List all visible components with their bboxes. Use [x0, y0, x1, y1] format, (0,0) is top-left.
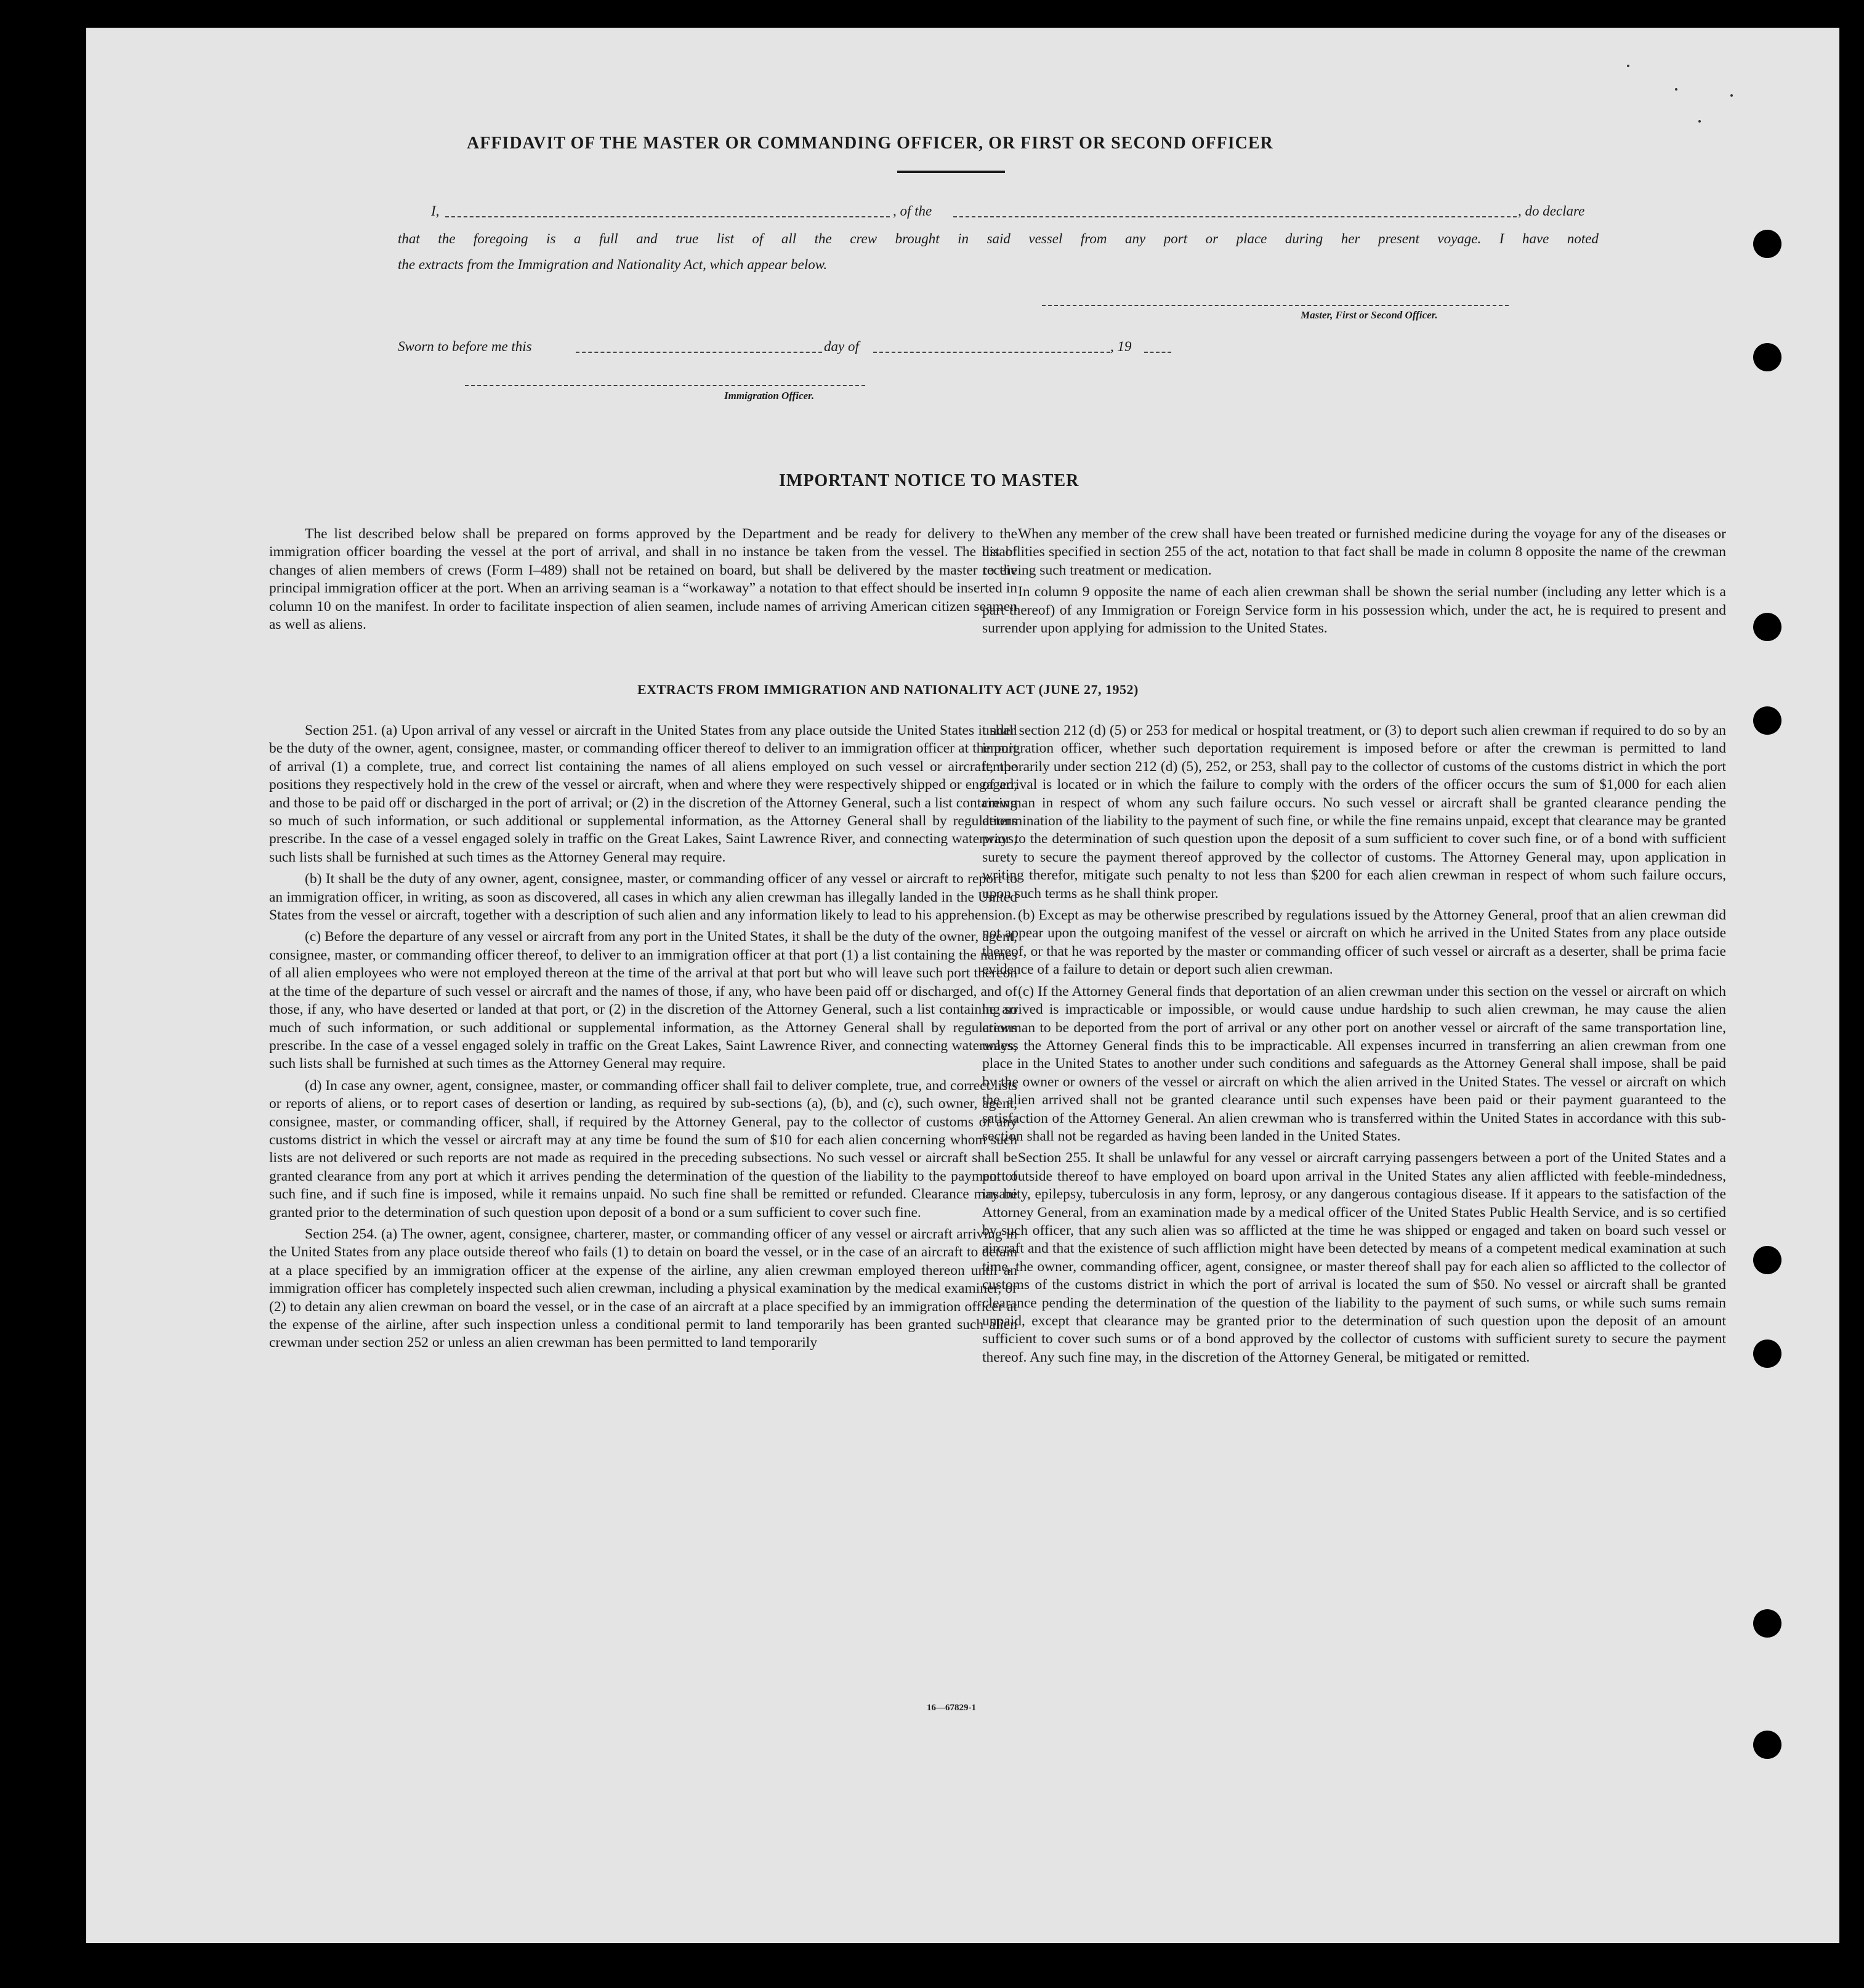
sworn-day-label: day of [824, 339, 859, 354]
punch-hole-4 [1753, 706, 1781, 735]
master-signature-line[interactable] [1042, 305, 1509, 306]
sworn-month-blank[interactable] [873, 352, 1110, 353]
section-paragraph: (d) In case any owner, agent, consignee, master, or commanding officer shall fail to deliver complete, true, and correct lists or reports of aliens, or to report cases of desertion or landing, as required by sub-sections (a), (b), and (c), such owner, agent, consignee, master, or commanding officer, shall, if required by the Attorney General, pay to the collector of customs of any customs district in which the vessel or aircraft may at any time be found the sum of $10 for each alien concerning whom such lists are not delivered or such reports are not made as required in the preceding subsections. No such vessel or aircraft shall be granted clearance from any port at which it arrives pending the determination of the question of the liability to the payment of such fine, and if such fine is imposed, while it remains unpaid. No such fine shall be remitted or refunded. Clearance may be granted prior to the determination of such question upon deposit of a bond or a sum sufficient to cover such fine. [269, 1077, 1017, 1221]
officer-signature-line[interactable] [465, 385, 865, 386]
vessel-blank[interactable] [953, 216, 1517, 217]
sworn-year-blank[interactable] [1144, 352, 1171, 353]
section-paragraph: (c) Before the departure of any vessel or aircraft from any port in the United States, it shall be the duty of the owner, agent, consignee, master, or commanding officer thereof, to deliver to an immigration officer at that port (1) a list containing the names of all alien employees who were not employed thereon at the time of the arrival at that port but who will leave such port thereon at the time of the departure of such vessel or aircraft and the names of those, if any, who have been paid off or discharged, and of those, if any, who have deserted or landed at that port, or (2) in the discretion of the Attorney General, such a list containing so much of such information, or such additional or supplemental information, as the Attorney General shall by regulations prescribe. In the case of a vessel engaged solely in traffic on the Great Lakes, Saint Lawrence River, and connecting waterways, such lists shall be furnished at such times as the Attorney General may require. [269, 929, 1017, 1072]
section-paragraph: Section 255. It shall be unlawful for any vessel or aircraft carrying passengers between a port of the United States and a port outside thereof to have employed on board upon arrival in the United States any alien afflicted with feeble-mindedness, insanity, epilepsy, tuberculosis in any form, leprosy, or any dangerous contagious disease. If it appears to the satisfaction of the Attorney General, from an examination made by a medical officer of the United States Public Health Service, and is so certified by such officer, that any such alien was so afflicted at the time he was shipped or engaged and taken on board such vessel or aircraft and that the existence of such affliction might have been detected by means of a competent medical examination at such time, the owner, commanding officer, agent, consignee, or master thereof shall pay for each alien so afflicted to the collector of customs of the customs district in which the port of arrival is located the sum of $50. No vessel or aircraft shall be granted clearance pending the determination of the question of the liability to the payment of such sums, or while such sums remain unpaid, except that clearance may be granted prior to the determination of such question upon the deposit of an amount sufficient to cover such sums or of a bond approved by the collector of customs with sufficient surety to secure the payment thereof. Any such fine may, in the discretion of the Attorney General, be mitigated or remitted. [982, 1150, 1726, 1365]
master-signature-label: Master, First or Second Officer. [1301, 309, 1438, 321]
speck [1675, 88, 1677, 91]
section-paragraph: under section 212 (d) (5) or 253 for medical or hospital treatment, or (3) to deport such alien crewman if required to do so by an immigration officer, whether such deportation requirement is imposed before or after the crewman is permitted to land temporarily under section 212 (d) (5), 252, or 253, shall pay to the collector of customs of the customs district in which the port of arrival is located or in which the failure to comply with the orders of the officer occurs the sum of $1,000 for each alien crewman in respect of whom any such failure occurs. No such vessel or aircraft shall be granted clearance pending the determination of the liability to the payment of such fine, or while the fine remains unpaid, except that clearance may be granted prior to the determination of such question upon the deposit of a sum sufficient to cover such fine, or of a bond with sufficient surety to secure the payment thereof approved by the collector of customs. The Attorney General may, upon application in writing therefor, mitigate such penalty to not less than $200 for each alien crewman in respect of whom such failure occurs, upon such terms as he shall think proper. [982, 722, 1726, 902]
extracts-left-column [269, 722, 1017, 1356]
punch-hole-6 [1753, 1339, 1781, 1368]
extracts-right-column [982, 722, 1726, 1370]
punch-hole-1 [1753, 230, 1781, 258]
notice-right-paragraph: In column 9 opposite the name of each alien crewman shall be shown the serial number (including any letter which is a part thereof) of any Immigration or Foreign Service form in his possession which, under the act, he is required to present and surrender upon applying for admission to the United States. [982, 584, 1726, 637]
sworn-day-blank[interactable] [576, 352, 822, 353]
notice-right-paragraph: When any member of the crew shall have been treated or furnished medicine during the voyage for any of the diseases or disabilities specified in section 255 of the act, notation to that fact shall be made in column 8 opposite the name of the crewman receiving such treatment or medication. [982, 526, 1726, 578]
speck [1627, 65, 1629, 67]
affidavit-line1-end: , do declare [1518, 203, 1585, 219]
affidavit-statement-1: that the foregoing is a full and true list of all the crew brought in said vessel from any port or place during her present voyage. I have noted [398, 231, 1599, 246]
notice-right-column [982, 525, 1726, 641]
notice-title: IMPORTANT NOTICE TO MASTER [779, 471, 1079, 490]
speck [1730, 94, 1733, 97]
punch-hole-3 [1753, 613, 1781, 641]
affidavit-line1-start: I, [431, 203, 440, 219]
affidavit-title: AFFIDAVIT OF THE MASTER OR COMMANDING OFFICER, OR FIRST OR SECOND OFFICER [467, 134, 1273, 153]
affidavit-line1-mid: , of the [893, 203, 932, 219]
section-paragraph: Section 254. (a) The owner, agent, consignee, charterer, master, or commanding officer of any vessel or aircraft arriving in the United States from any place outside thereof who fails (1) to detain on board the vessel, or in the case of an aircraft to detain at a place specified by an immigration officer at the expense of the airline, any alien crewman employed thereon until an immigration officer has completely inspected such alien crewman, including a physical examination by the medical examiner, or (2) to detain any alien crewman on board the vessel, or in the case of an aircraft at a place specified by an immigration officer at the expense of the airline, after such inspection unless a conditional permit to land temporarily has been granted such alien crewman under section 252 or unless an alien crewman has been permitted to land temporarily [269, 1226, 1017, 1351]
affidavit-statement-2: the extracts from the Immigration and Nationality Act, which appear below. [398, 257, 828, 272]
sworn-prefix: Sworn to before me this [398, 339, 532, 354]
sworn-year-label: , 19 [1110, 339, 1132, 354]
punch-hole-7 [1753, 1609, 1781, 1638]
section-paragraph: Section 251. (a) Upon arrival of any vessel or aircraft in the United States from any place outside the United States it shall be the duty of the owner, agent, consignee, master, or commanding officer thereof to deliver to an immigration officer at the port of arrival (1) a complete, true, and correct list containing the names of all aliens employed on such vessel or aircraft, the positions they respectively hold in the crew of the vessel or aircraft, when and where they were respectively shipped or engaged, and those to be paid off or discharged in the port of arrival; or (2) in the discretion of the Attorney General, such a list containing so much of such information, or such additional or supplemental information, as the Attorney General shall by regulations prescribe. In the case of a vessel engaged solely in traffic on the Great Lakes, Saint Lawrence River, and connecting waterways, such lists shall be furnished at such times as the Attorney General may require. [269, 722, 1017, 865]
section-paragraph: (c) If the Attorney General finds that deportation of an alien crewman under this section on the vessel or aircraft on which he arrived is impracticable or impossible, or would cause undue hardship to such alien crewman, he may cause the alien crewman to be deported from the port of arrival or any other port on another vessel or aircraft of the same transportation line, unless the Attorney General finds this to be impracticable. All expenses incurred in transferring an alien crewman from one place in the United States to another under such conditions and safeguards as the Attorney General shall impose, shall be paid by the owner or owners of the vessel or aircraft on which the alien arrived in the United States. The vessel or aircraft on which the alien arrived shall not be granted clearance until such expenses have been paid or their payment guaranteed to the satisfaction of the Attorney General. An alien crewman who is transferred within the United States in accordance with this sub-section shall not be regarded as having been landed in the United States. [982, 983, 1726, 1144]
section-paragraph: (b) It shall be the duty of any owner, agent, consignee, master, or commanding officer of any vessel or aircraft to report to an immigration officer, in writing, as soon as discovered, all cases in which any alien crewman has illegally landed in the United States from the vessel or aircraft, together with a description of such alien and any information likely to lead to his apprehension. [269, 871, 1017, 924]
document-page [86, 28, 1839, 1943]
section-paragraph: (b) Except as may be otherwise prescribed by regulations issued by the Attorney General, proof that an alien crewman did not appear upon the outgoing manifest of the vessel or aircraft on which he arrived in the United States from any place outside thereof, or that he was reported by the master or commanding officer of such vessel or aircraft as a deserter, shall be prima facie evidence of a failure to detain or deport such alien crewman. [982, 907, 1726, 978]
punch-hole-8 [1753, 1731, 1781, 1759]
notice-left-paragraph: The list described below shall be prepared on forms approved by the Department and be ready for delivery to the immigration officer boarding the vessel at the port of arrival, and shall in no instance be taken from the vessel. The list of changes of alien members of crews (Form I–489) shall not be retained on board, but shall be delivered by the master to the principal immigration officer at the port. When an arriving seaman is a “workaway” a notation to that effect should be inserted in column 10 on the manifest. In order to facilitate inspection of alien seamen, include names of arriving American citizen seamen as well as aliens. [269, 526, 1017, 633]
extracts-title: EXTRACTS FROM IMMIGRATION AND NATIONALITY ACT (JUNE 27, 1952) [637, 682, 1139, 697]
speck [1698, 120, 1701, 123]
form-number: 16—67829-1 [927, 1703, 976, 1713]
name-blank[interactable] [445, 216, 890, 217]
officer-signature-label: Immigration Officer. [724, 390, 815, 402]
notice-left-column [269, 525, 1017, 637]
punch-hole-5 [1753, 1246, 1781, 1274]
punch-hole-2 [1753, 343, 1781, 371]
title-rule [897, 171, 1005, 173]
